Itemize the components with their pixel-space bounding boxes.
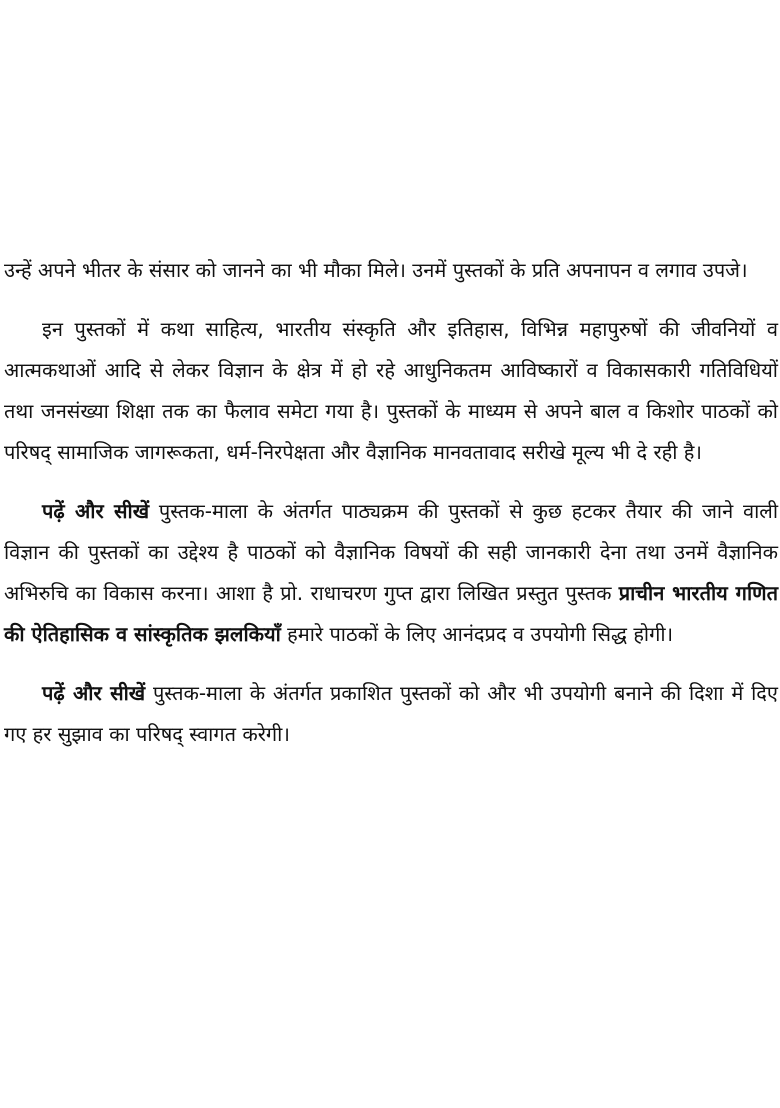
paragraph-text: हमारे पाठकों के लिए आनंदप्रद व उपयोगी सिद्ध होगी।	[280, 622, 674, 646]
document-page	[0, 250, 780, 773]
book-title: प्राचीन भारतीय गणित की ऐतिहासिक व सांस्कृतिक झलकियाँ	[4, 581, 778, 646]
paragraph-text: पुस्तक-माला के अंतर्गत प्रकाशित पुस्तकों को और भी उपयोगी बनाने की दिशा में दिए गए हर सुझाव का परिषद् स्वागत करेगी।	[4, 681, 778, 746]
paragraph-series-purpose	[4, 491, 778, 655]
paragraph-book-topics	[4, 309, 778, 473]
series-name: पढ़ें और सीखें	[42, 499, 150, 523]
paragraph-text: इन पुस्तकों में कथा साहित्य, भारतीय संस्कृति और इतिहास, विभिन्न महापुरुषों की जीवनियों व आत्मकथाओं आदि से लेकर विज्ञान के क्षेत्र में हो रहे आधुनिकतम आविष्कारों व विकासकारी गतिविधियों तथा जनसंख्या शिक्षा तक का फैलाव समेटा गया है। पुस्तकों के माध्यम से अपने बाल व किशोर पाठकों को परिषद् सामाजिक जागरूकता, धर्म-निरपेक्षता और वैज्ञानिक मानवतावाद सरीखे मूल्य भी दे रही है।	[4, 317, 778, 464]
series-name: पढ़ें और सीखें	[42, 681, 146, 705]
paragraph-text: उन्हें अपने भीतर के संसार को जानने का भी मौका मिले। उनमें पुस्तकों के प्रति अपनापन व लगाव उपजे।	[4, 258, 748, 282]
paragraph-suggestions	[4, 673, 778, 755]
paragraph-text: पुस्तक-माला के अंतर्गत पाठ्यक्रम की पुस्तकों से कुछ हटकर तैयार की जाने वाली विज्ञान की पुस्तकों का उद्देश्य है पाठकों को वैज्ञानिक विषयों की सही जानकारी देना तथा उनमें वैज्ञानिक अभिरुचि का विकास करना। आशा है प्रो. राधाचरण गुप्त द्वारा लिखित प्रस्तुत पुस्तक	[4, 499, 779, 605]
paragraph-continuation	[4, 250, 778, 291]
